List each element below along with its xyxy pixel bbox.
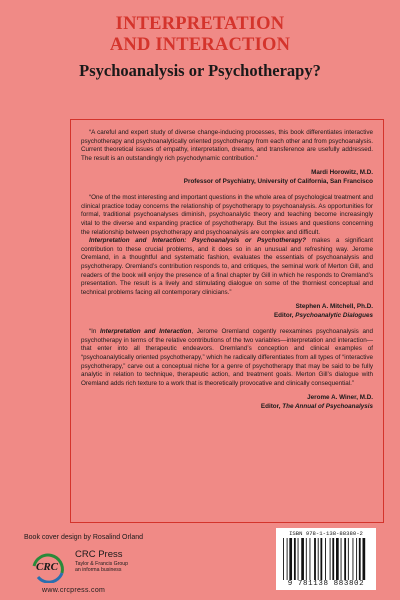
crc-press-logo-icon xyxy=(28,549,72,583)
quote-3-body: , Jerome Oremland cogently reexamines psychoanalysis and psychotherapy in terms of the relative contributions of the two variables—interpretation and interaction—that enter into all therapeutic endeavors. Oremland’s conception and clinical examples of “psychoanalytically oriented psychotherapy,” which he radically differentiates from all types of “interactive psychotherapy,” carve out a conceptual niche for a genre of psychotherapy that may be said to be fully analytic in relation to technique, therapeutic action, and treatment goals. Merton Gill’s dialogue with Oremland adds rich texture to a work that is theoretically provocative and clinically consequential.” xyxy=(81,328,374,387)
isbn-number: ISBN 978-1-138-88380-2 xyxy=(289,530,363,537)
quote-1-author: Mardi Horowitz, M.D. xyxy=(311,169,373,177)
quote-1-text: “A careful and expert study of diverse change-inducing processes, this book differentiates interactive psychotherapy and psychoanalytically oriented psychotherapy from each other and from psychoanalysis. Current theoretical issues of empathy, interpretation, dreams, and transference are usefully addressed. The result is an outstandingly rich psychodynamic contribution.” xyxy=(81,129,373,162)
quote-2-affiliation xyxy=(81,312,373,320)
quote-3-book-ref: Interpretation and Interaction xyxy=(100,328,192,336)
barcode-digits: 9 781138 883802 xyxy=(287,580,365,588)
barcode-bars-icon xyxy=(282,538,372,580)
quote-2-author: Stephen A. Mitchell, Ph.D. xyxy=(295,303,373,311)
book-subtitle: Psychoanalysis or Psychotherapy? xyxy=(79,61,321,80)
quote-2-journal: Psychoanalytic Dialogues xyxy=(295,311,373,319)
quote-3-journal: The Annual of Psychoanalysis xyxy=(282,402,373,410)
crc-logo-text: CRC xyxy=(36,561,59,573)
quote-3-prefix: “In xyxy=(89,328,97,336)
quote-2-text-continued: makes a significant contribution to these crucial problems, and it does so in an unusual and refreshing way. Jerome Oremland, in a thoughtful and systematic fashion, evaluates the essentials of psychoanalysis and psychotherapy. Oremland’s contribution responds to, and critiques, the seminal work of Merton Gill, and readers of the book will enjoy the presence of a final chapter by Gill in which he responds to Oremland’s presentation. The result is a lively and stimulating dialogue on some of the thorniest conceptual and technical problems facing all contemporary clinicians.” xyxy=(81,237,373,296)
book-title xyxy=(0,14,400,56)
quote-2-affiliation-prefix: Editor, xyxy=(273,311,294,319)
book-title-line2: AND INTERACTION xyxy=(109,35,291,55)
quote-2-text-part2 xyxy=(81,237,373,297)
publisher-name: CRC Press xyxy=(75,549,123,560)
quote-3-affiliation-prefix: Editor, xyxy=(260,402,281,410)
barcode xyxy=(276,528,376,590)
endorsements-box xyxy=(70,119,384,523)
quote-2-book-ref: Interpretation and Interaction: Psychoanalysis or Psychotherapy? xyxy=(89,237,306,245)
quote-1-affiliation: Professor of Psychiatry, University of California, San Francisco xyxy=(183,177,373,185)
cover-design-credit: Book cover design by Rosalind Orland xyxy=(24,534,144,541)
quote-2-text-part1: “One of the most interesting and important questions in the whole area of psychological treatment and clinical practice today concerns the relationship of psychotherapy to psychoanalysis. As opportunities for formal, traditional psychoanalyses diminish, psychoanalytic theory and teaching become increasingly vital to the diverse and expanding practice of psychotherapy. But the issues and questions concerning the relationship between psychotherapy and psychoanalysis are complex and difficult. xyxy=(81,194,373,236)
publisher-group-line1: Taylor & Francis Group xyxy=(75,561,129,567)
quote-3-affiliation xyxy=(81,403,373,411)
book-title-line1: INTERPRETATION xyxy=(115,14,285,34)
publisher-group-line2: an informa business xyxy=(75,567,122,574)
quote-3-text xyxy=(81,328,373,388)
quote-3-author: Jerome A. Winer, M.D. xyxy=(307,394,373,402)
publisher-url: www.crcpress.com xyxy=(42,587,106,594)
publisher-group xyxy=(75,561,128,574)
